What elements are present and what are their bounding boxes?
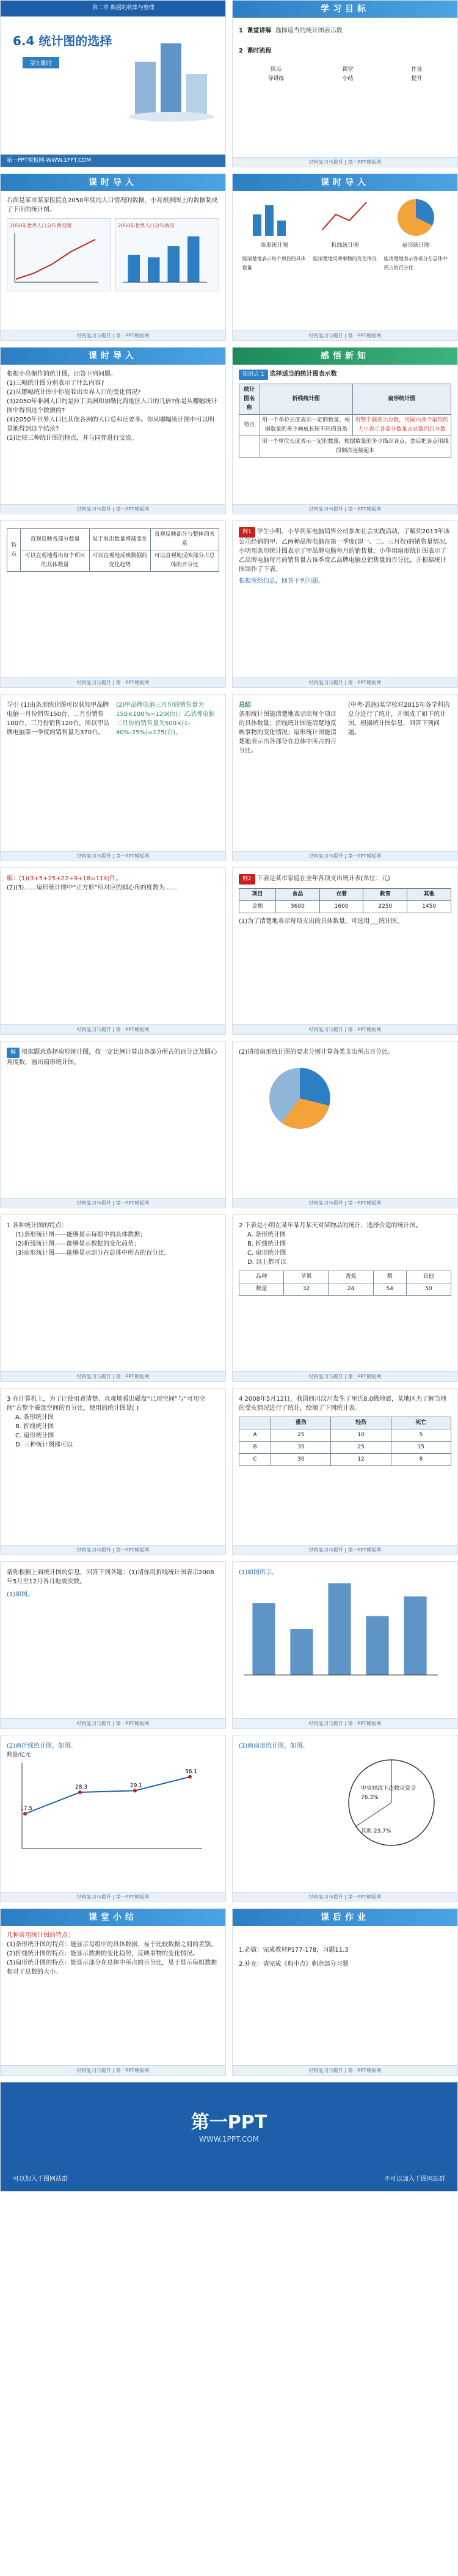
chart-panel-a (7, 218, 111, 291)
option[interactable]: A. 条形统计图 (247, 1231, 286, 1238)
slide-footer: 结构复习与提升 | 第一PPT模板网 (233, 504, 457, 514)
slide-body (7, 1568, 219, 1715)
cover-illustration (123, 25, 214, 123)
intro-text: 右面是某市某家医院在2050年度的人口情况的数据，小亮根据图上的数据制成了下面的统计图。 (7, 197, 218, 213)
data-label: 29.1 (130, 1782, 143, 1789)
example-text: 学生小明、小华到某电脑销售公司参加社会实践活动，了解到2013年该公司经销的甲、乙两种品牌电脑在第一季度(即一、二、三月份)的销售量情况。小明用条形统计图表示了甲品牌电脑每月的销售量，小华用扇形统计图表示了乙品牌电脑每月的销售量占该季度乙品牌电脑总销售量的百分比，并根据统计图制作了下表。 (239, 528, 451, 573)
slide-body (7, 196, 219, 327)
slide-footer: 结构复习与提升 | 第一PPT模板网 (1, 851, 225, 861)
slide-header: 感悟新知 (233, 348, 457, 365)
exercise-text: 请你根据上面统计图的信息，回答下列各题：(1)请你用折线统计图表示2008年5月至12月各月地震次数。 (7, 1569, 214, 1585)
slide-exercise-3[interactable] (0, 1388, 226, 1555)
pie-label: 中央财政下达救灾资金 76.3% (361, 1786, 416, 1801)
slide-body (7, 370, 219, 500)
slide-body (7, 1742, 219, 1888)
slide-answer-pie[interactable] (232, 1735, 458, 1902)
example-question: (1)为了清楚地表示每项支出的具体数量，可选用___统计图。 (239, 918, 404, 925)
slide-intro-2[interactable] (232, 173, 458, 341)
guide-right: (2)甲品牌电脑三月份的销售量为150×100%=120(台)；乙品牌电脑二月份的销售量为500×(1-40%-25%)=175(台)。 (116, 702, 215, 736)
knowledge-title: 选择适当的统计图表示数 (269, 371, 337, 378)
slide-footer: 结构复习与提升 | 第一PPT模板网 (233, 851, 457, 861)
slide-example-2[interactable] (232, 867, 458, 1035)
slide-body (7, 1048, 219, 1194)
slide-exercise-2[interactable] (232, 1214, 458, 1382)
cover-footer: 第一PPT模板网-WWW.1PPT.COM (1, 155, 225, 167)
cover-title: 6.4 统计图的选择 (13, 34, 112, 48)
quake-table: 重伤 轻伤 死亡 A 25 10 5 B 35 25 15 C 30 12 8 (239, 1417, 451, 1466)
brand-note-right: 不可以加入千图网站群 (384, 2176, 445, 2183)
slide-footer: 结构复习与提升 | 第一PPT模板网 (233, 330, 457, 340)
slide-objectives[interactable] (232, 0, 458, 167)
chart-type-label: 折线统计图 (331, 243, 359, 249)
slide-solution-b[interactable] (0, 1041, 226, 1208)
exercise-question: 4 2008年5月12日，我国四川汶川发生了里氏8.0级地震，某地区为了解当地的受灾情况进行了统计，绘制了下列统计表。 (239, 1396, 446, 1412)
answer-pie-chart (239, 1751, 440, 1855)
slide-body (7, 874, 219, 1021)
question-line: (1)三幅统计图分别表示了什么内容? (7, 380, 104, 387)
data-point (23, 1812, 27, 1815)
flow-steps (239, 65, 451, 84)
slide-body (7, 1931, 219, 2062)
step-label: 课堂讲解 (247, 27, 272, 34)
slide-footer: 结构复习与提升 | 第一PPT模板网 (233, 157, 457, 167)
slide-feature-table[interactable] (0, 520, 226, 688)
slide-solution-c[interactable] (232, 1041, 458, 1208)
brand-logo: 第一PPT (191, 2112, 267, 2133)
slide-guide[interactable] (0, 694, 226, 861)
data-point (78, 1790, 82, 1794)
slide-body (239, 1742, 451, 1888)
exercise-answer: (1)如图。 (7, 1591, 34, 1598)
pie-chart-icon (388, 196, 443, 239)
slide-body (239, 1395, 451, 1541)
slide-body (239, 1946, 451, 2062)
slide-exercise-1[interactable] (0, 1214, 226, 1382)
feature-table: 统计图名称 折线统计图 扇形统计图 特点 用一个单位长度表示一定的数量，根据数量的多少画成长短不同的直条 用整个圆表示总数，用圆内各个扇形的大小表示各部分数量占总数的百分数 用一个单位长度表示一定的数量，根据数量的多少描出各点，然后把各点用线段顺次连接起来 (239, 384, 451, 458)
slide-homework[interactable] (232, 1908, 458, 2076)
slide-footer: 结构复习与提升 | 第一PPT模板网 (233, 1198, 457, 1208)
slide-footer: 结构复习与提升 | 第一PPT模板网 (1, 2065, 225, 2075)
brand-note-left: 可以加入千图网站群 (13, 2176, 68, 2183)
option[interactable]: D. 三种统计图都可以 (15, 1442, 73, 1448)
flow-step[interactable]: 探点 导讲练 (267, 67, 285, 82)
slide-footer: 结构复习与提升 | 第一PPT模板网 (1, 1024, 225, 1034)
slide-body (239, 1568, 451, 1715)
lesson-tag: 第二章 数据的收集与整理 (92, 5, 154, 11)
chart-type-label: 条形统计图 (260, 243, 288, 249)
data-point (133, 1789, 137, 1792)
bar-chart-icon (247, 196, 302, 239)
slide-exercise-5[interactable] (0, 1561, 226, 1729)
slide-body (239, 1048, 451, 1194)
exercise-line: (2)折线统计图——能够显示数据的变化趋势； (15, 1241, 140, 1247)
slide-intro-1[interactable] (0, 173, 226, 341)
step-number: 1 (239, 27, 243, 34)
solution-more: (2)(3)……扇形统计图中“正方形”所对应的圆心角的度数为…… (7, 885, 177, 891)
y-axis-label: 数量/亿元 (7, 1752, 31, 1758)
bar-chart-c (118, 230, 209, 288)
slide-solution-a[interactable] (0, 867, 226, 1035)
slide-body (7, 528, 219, 674)
slide-header: 课时导入 (233, 174, 457, 191)
slide-header: 课时导入 (1, 348, 225, 365)
slide-body (239, 196, 451, 327)
chart-type-label: 扇形统计图 (402, 243, 430, 249)
chart-title-a: 2050年世界人口分布情况图 (10, 223, 71, 228)
flow-step[interactable]: 作业 提升 (411, 67, 423, 82)
chart-type-desc: 能清楚地反映事物的变化情况 (313, 256, 377, 261)
step-detail: 选择适当的统计图表示数 (275, 27, 343, 34)
slide-footer: 结构复习与提升 | 第一PPT模板网 (1, 504, 225, 514)
summary-text: 条形统计图能清楚地表示出每个项目的具体数量；折线统计图能清楚地反映事物的变化情况；扇形统计图能清楚地表示出各部分在总体中所占的百分比。 (239, 711, 336, 754)
slide-body (239, 874, 451, 1021)
example-tag: 例1 (239, 527, 255, 538)
option[interactable]: D. 以上都可以 (247, 1259, 287, 1266)
slide-footer: 结构复习与提升 | 第一PPT模板网 (233, 1024, 457, 1034)
bar (290, 1629, 313, 1675)
example-subq: 根据所给信息，回答下列问题。 (239, 578, 324, 585)
guide-tag: 导引 (7, 702, 19, 709)
option[interactable]: B. 折线统计图 (247, 1241, 286, 1247)
exercise-question: 2 下表是小明在某年某月某天对某物品的统计，选择合适的统计图。 (239, 1222, 422, 1229)
slide-body (239, 370, 451, 500)
option[interactable]: B. 折线统计图 (15, 1423, 54, 1430)
slide-summary-a[interactable] (232, 694, 458, 861)
slide-footer: 结构复习与提升 | 第一PPT模板网 (1, 1545, 225, 1555)
option[interactable]: C. 扇形统计图 (247, 1250, 286, 1257)
summary-line: (1)条形统计图的特点：能显示每组中的具体数据，易于比较数据之间的差别。 (7, 1941, 217, 1948)
cover-subtitle: 第1课时 (23, 57, 59, 68)
answer-line-chart (7, 1760, 208, 1858)
data-point (188, 1775, 192, 1779)
answer-label: (1)如图所示。 (239, 1569, 278, 1576)
exercise-question: 1 各种统计图的特点： (7, 1222, 68, 1229)
line-chart-a (10, 230, 101, 288)
summary-line: (2)折线统计图的特点：能显示数据的变化趋势，反映事物的变化情况。 (7, 1950, 199, 1957)
example-tag: 例2 (239, 874, 255, 885)
data-label: 36.1 (185, 1768, 198, 1775)
guide-text: (1)由条形统计图可以获知甲品牌电脑一月份销售150台，二月份销售100台，三月份销售120台，所以甲品牌电脑第一季度的销售量为370台。 (7, 702, 110, 736)
question-line: (4)2050年世界人口比其他各洲的人口总和还要多。你从哪幅统计图中可以明显地得到这个结论? (7, 417, 214, 432)
answer-label: (2)画折线统计图，如图。 (7, 1743, 77, 1750)
slide-class-summary[interactable] (0, 1908, 226, 2076)
fruit-table: 品种 苹果 香蕉 梨 其他 数量 32 24 54 50 (239, 1271, 451, 1296)
slide-knowledge[interactable] (232, 347, 458, 514)
slide-intro-3[interactable] (0, 347, 226, 514)
slide-brand[interactable] (0, 2082, 458, 2192)
chart-title-c: 2050年世界人口分布情况 (118, 223, 175, 228)
homework-line: 2.补充：请完成《典中点》剩余部分习题 (239, 1961, 349, 1968)
slide-footer: 结构复习与提升 | 第一PPT模板网 (233, 1371, 457, 1381)
answer-bar-chart (239, 1577, 440, 1681)
bar (328, 1583, 351, 1675)
step-number: 2 (239, 48, 243, 54)
solution-tag: 解 (7, 1048, 20, 1058)
chart-type-desc: 能清楚地表示各部分在总体中所占的百分比 (383, 256, 448, 271)
slide-body (239, 701, 451, 847)
bar (366, 1616, 388, 1675)
option[interactable]: C. 扇形统计图 (15, 1432, 54, 1439)
data-label: 17.5 (20, 1806, 33, 1812)
slide-footer: 结构复习与提升 | 第一PPT模板网 (1, 330, 225, 340)
example-text: 下表是某市家庭在全年各项支出统计表(单位：元) (256, 875, 390, 882)
exercise-line: (3)扇形统计图——能够显示部分在总体中所占的百分比。 (15, 1250, 171, 1257)
summary-line: (3)扇形统计图的特点：能显示部分在总体中所占的百分比，易于显示每组数据相对于总数的大小。 (7, 1960, 217, 1976)
slide-header: 课时导入 (1, 174, 225, 191)
summary-line: 几种常用统计图的特点： (7, 1932, 74, 1939)
exercise-line: (1)条形统计图——能够显示每组中的具体数据； (15, 1231, 147, 1238)
slide-footer: 结构复习与提升 | 第一PPT模板网 (1, 1892, 225, 1902)
slide-footer: 结构复习与提升 | 第一PPT模板网 (233, 2065, 457, 2075)
slide-body (239, 23, 451, 153)
slide-footer: 结构复习与提升 | 第一PPT模板网 (233, 1545, 457, 1555)
slide-header: 课后作业 (233, 1909, 457, 1926)
bar (252, 1603, 275, 1675)
slide-body (7, 1221, 219, 1368)
slide-footer: 结构复习与提升 | 第一PPT模板网 (1, 1198, 225, 1208)
slide-footer: 结构复习与提升 | 第一PPT模板网 (1, 1718, 225, 1728)
slide-footer: 结构复习与提升 | 第一PPT模板网 (233, 677, 457, 687)
step-label: 课时流程 (247, 48, 272, 54)
slide-header: 课堂小结 (1, 1909, 225, 1926)
pie-label: 其他 23.7% (361, 1828, 391, 1834)
line-chart-icon (318, 196, 373, 239)
data-label: 28.3 (75, 1784, 88, 1791)
bar (148, 257, 160, 282)
slide-footer: 结构复习与提升 | 第一PPT模板网 (233, 1892, 457, 1902)
solution-text: 解：(1)(3+5+25+22+9+18=114)件。 (7, 875, 122, 882)
summary-title: 总结 (239, 702, 251, 709)
question-line: (2)从哪幅统计图中你能看出世界人口的变化情况? (7, 389, 141, 396)
question-line: (5)比较三种统计图的特点，并与同伴进行交流。 (7, 435, 138, 442)
homework-line: 1.必做：完成教材P177-178，习题11.3 (239, 1947, 349, 1954)
flow-step[interactable]: 课堂 小结 (342, 67, 354, 82)
answer-label: (3)画扇形统计图，如图。 (239, 1743, 309, 1750)
question-line: 根据小亮制作的统计图，回答下列问题。 (7, 371, 117, 378)
expense-table: 项目 食品 衣着 教育 其他 金额 3600 1600 2250 1450 (239, 888, 451, 913)
slide-footer: 结构复习与提升 | 第一PPT模板网 (1, 677, 225, 687)
feature-table-2: 特点 直观反映各部分数量 易于看出数量增减变化 直观反映部分与整体的关系 可以直观地看出每个项目的具体数量 可以直观地反映数据的变化趋势 可以直观地反映部分占总体的百分比 (7, 528, 219, 572)
chart-type-desc: 能清楚地表示每个项目的具体数量 (242, 256, 306, 271)
slide-answer-line[interactable] (0, 1735, 226, 1902)
solution-text: 根据题意选择扇形统计图，按一定比例计算出各部分所占的百分比及圆心角度数，画出扇形统计图。 (7, 1049, 217, 1066)
bar (404, 1596, 426, 1675)
slide-footer: 结构复习与提升 | 第一PPT模板网 (1, 1371, 225, 1381)
slide-body (239, 1221, 451, 1368)
summary-right: (中考·恩施)某学校对2015年各学科的总分进行了统计，并制成了如下统计图。根据统计图信息，回答下列问题。 (348, 702, 450, 736)
exercise-question: 3 在计算机上，为了让使用者清楚、直观地看出磁盘“已用空间”与“可用空间”占整个磁盘空间的百分比，使用的统计图是( ) (7, 1396, 206, 1412)
bar (187, 236, 200, 282)
slide-header: 学习目标 (233, 1, 457, 18)
brand-url[interactable]: WWW.1PPT.COM (198, 2135, 260, 2144)
chart-panel-c (115, 218, 219, 291)
slide-example-1[interactable] (232, 520, 458, 688)
slide-footer: 结构复习与提升 | 第一PPT模板网 (233, 1718, 457, 1728)
slide-body (7, 701, 219, 847)
pie-chart (239, 1062, 361, 1135)
knowledge-tag: 知识点 1 (239, 370, 268, 380)
solution-question: (2)请按扇形统计图的要求分别计算各类支出所占百分比。 (239, 1049, 394, 1056)
slide-cover[interactable] (0, 0, 226, 167)
bar (168, 246, 180, 282)
slide-answer-bars[interactable] (232, 1561, 458, 1729)
bar (128, 255, 140, 282)
question-line: (3)2050年非洲人口约是拉丁美洲和加勒比海地区人口的几倍?你是从哪幅统计图中得到这个数据的? (7, 398, 217, 414)
slide-exercise-4[interactable] (232, 1388, 458, 1555)
slide-body (239, 527, 451, 674)
option[interactable]: A. 条形统计图 (15, 1414, 54, 1421)
slide-body (7, 1395, 219, 1541)
